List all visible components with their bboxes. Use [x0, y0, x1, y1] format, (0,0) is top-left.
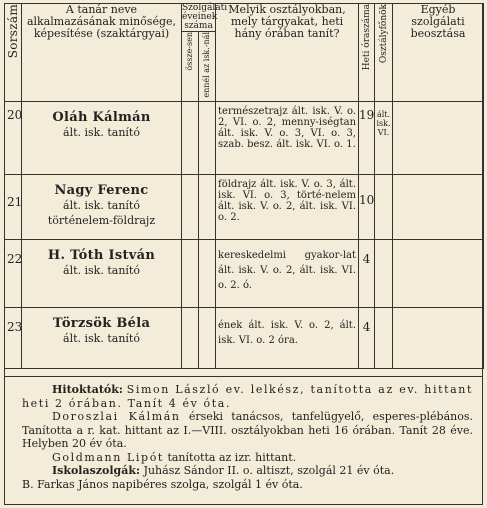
religion-teacher-3: Goldmann Lipót tanította az izr. hittant.: [52, 450, 297, 464]
teacher-qualification: ált. isk. tanító: [63, 125, 140, 139]
header-service-years: Szolgálati éveinek száma: [182, 3, 228, 31]
row-number: 20: [5, 101, 22, 174]
header-sorszam: Sorszám: [5, 4, 22, 102]
header-other-duties: Egyéb szolgálati beosztása: [393, 4, 484, 102]
header-weekly-hours: Heti óraszáma: [359, 4, 375, 102]
religion-teachers-paragraph: Hitoktatók: Simon László ev. lelkész, tanította az ev. hittant heti 2 órában. Tanít 4 év óta.: [22, 383, 474, 410]
hours-cell: 4: [359, 307, 375, 368]
hours-cell: 19: [359, 101, 375, 174]
school-staff-label: Iskolaszolgák:: [52, 464, 141, 477]
teacher-qualification: ált. isk. tanító: [63, 198, 140, 212]
teacher-qualification: ált. isk. tanító: [63, 263, 140, 277]
outer-border: [4, 3, 483, 505]
header-form-master: Osztályfőnök: [375, 4, 393, 102]
school-staff-paragraph: Iskolaszolgák: Juhász Sándor II. o. altiszt, szolgál 21 év óta.: [52, 464, 395, 477]
subjects-cell: kereskedelmi gyakor-lat ált. isk. V. o. 2, ált. isk. VI. o. 2. ó.: [216, 239, 359, 307]
row-number: 21: [5, 174, 22, 239]
religion-teacher-2: Doroszlai Kálmán érseki tanácsos, tanfelügyelő, esperes-plébános. Tanította a r. kat. hittant az I.—VIII. osztályokban heti 16 órában. Tanít 28 éve. Helyben 20 év óta.: [22, 410, 474, 450]
header-service-total: össze-sen: [182, 32, 199, 102]
header-service-here: ennél az isk.-nál: [199, 32, 216, 102]
teacher-qualification: ált. isk. tanító: [63, 331, 140, 345]
row-number: 22: [5, 239, 22, 307]
teacher-name: H. Tóth István: [47, 247, 156, 263]
form-master-cell: ált. isk. VI.: [375, 101, 393, 174]
school-staff-2: B. Farkas János napibéres szolga, szolgál 1 év óta.: [22, 477, 303, 491]
row-number: 23: [5, 307, 22, 368]
religion-teachers-label: Hitoktatók:: [52, 383, 123, 396]
header-name-column: A tanár neve alkalmazásának minősége, képesítése (szaktárgyai): [22, 4, 182, 102]
subjects-cell: földrajz ált. isk. V. o. 3, ált. isk. VI. o. 3, törté-nelem ált. isk. V. o. 2, ált. isk. VI. o. 2.: [216, 174, 359, 239]
header-subjects: Melyik osztályokban, mely tárgyakat, heti hány órában tanít?: [216, 4, 359, 102]
teacher-name: Törzsök Béla: [52, 315, 151, 331]
teacher-specialty: történelem-földrajz: [47, 213, 156, 227]
subjects-cell: ének ált. isk. V. o. 2, ált. isk. VI. o. 2 óra.: [216, 307, 359, 368]
hours-cell: 4: [359, 239, 375, 307]
teacher-name: Oláh Kálmán: [52, 109, 151, 125]
hours-cell: 10: [359, 174, 375, 239]
teacher-name: Nagy Ferenc: [54, 182, 149, 198]
subjects-cell: természetrajz ált. isk. V. o. 2, VI. o. 2, menny-iségtan ált. isk. V. o. 3, VI. o. 3, szab. besz. ált. isk. VI. o. 1.: [216, 101, 359, 174]
